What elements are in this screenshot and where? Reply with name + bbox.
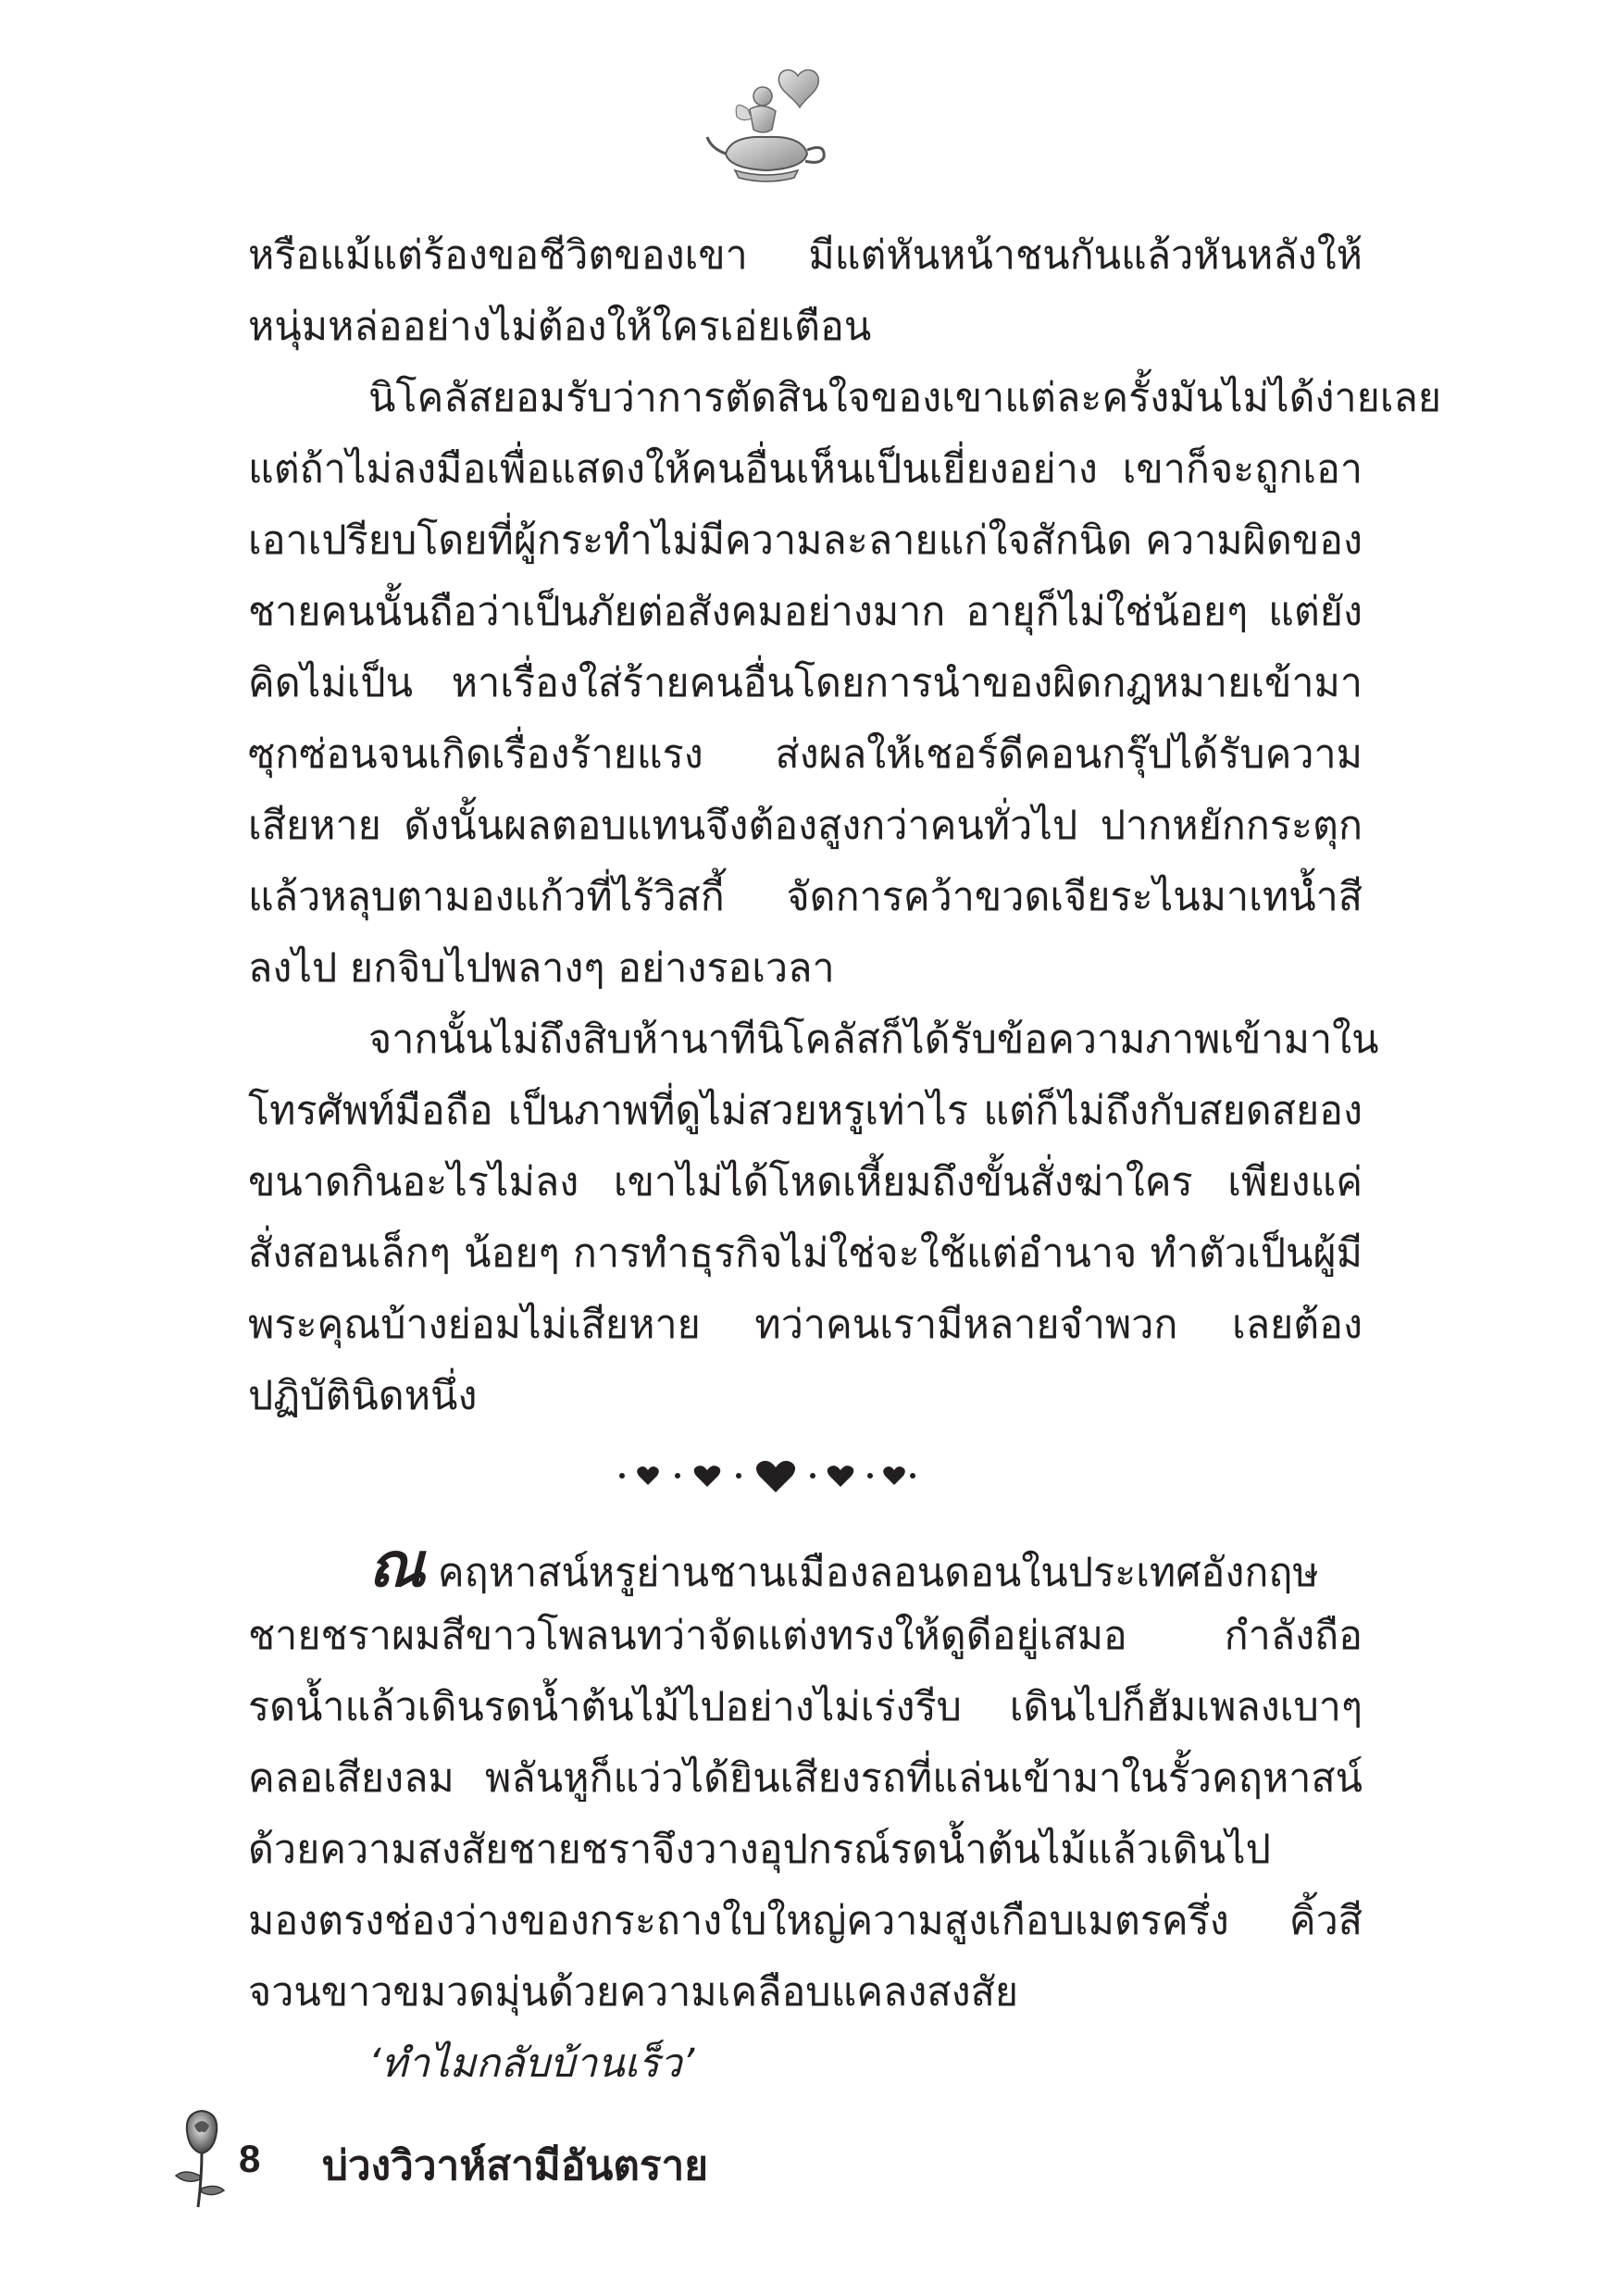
text-line: ลงไป ยกจิบไปพลางๆ อย่างรอเวลา — [248, 945, 835, 992]
text-line: สั่งสอนเล็กๆ น้อยๆ การทำธุรกิจไม่ใช่จะใช้แต่อำนาจ ทำตัวเป็นผู้มี — [248, 1230, 1363, 1277]
text-line: หรือแม้แต่ร้องขอชีวิตของเขา มีแต่หันหน้าชนกันแล้วหันหลังให้ — [248, 232, 1363, 279]
text-line: มองตรงช่องว่างของกระถางใบใหญ่ความสูงเกือบเมตรครึ่ง คิ้วสี — [248, 1898, 1363, 1944]
book-title: บ่วงวิวาห์สามีอันตราย — [322, 2142, 709, 2190]
text-line: รดน้ำแล้วเดินรดน้ำต้นไม้ไปอย่างไม่เร่งรีบ เดินไปก็ฮัมเพลงเบาๆ — [248, 1684, 1363, 1730]
rose-icon — [165, 2103, 239, 2215]
text-line: นิโคลัสยอมรับว่าการตัดสินใจของเขาแต่ละครั้งมันไม่ได้ง่ายเลย — [368, 375, 1442, 421]
text-line: เสียหาย ดังนั้นผลตอบแทนจึงต้องสูงกว่าคนทั่วไป ปากหยักกระตุก — [248, 803, 1363, 849]
text-line: คลอเสียงลม พลันหูก็แว่วได้ยินเสียงรถที่แล่นเข้ามาในรั้วคฤหาสน์ — [248, 1755, 1363, 1802]
cupid-teapot-ornament-icon — [698, 57, 837, 196]
text-line: จวนขาวขมวดมุ่นด้วยความเคลือบแคลงสงสัย — [248, 1969, 1019, 2015]
body-text — [248, 220, 1442, 1432]
text-line — [248, 1529, 1363, 1601]
page-number: 8 — [239, 2137, 261, 2180]
text-line: ด้วยความสงสัยชายชราจึงวางอุปกรณ์รดน้ำต้นไม้แล้วเดินไป — [248, 1827, 1271, 1873]
section-two-text — [248, 1529, 1363, 2100]
text-line: คิดไม่เป็น หาเรื่องใส่ร้ายคนอื่นโดยการนำของผิดกฎหมายเข้ามา — [248, 660, 1363, 706]
text-line: โทรศัพท์มือถือ เป็นภาพที่ดูไม่สวยหรูเท่าไร แต่ก็ไม่ถึงกับสยดสยอง — [248, 1088, 1363, 1134]
text-line: พระคุณบ้างย่อมไม่เสียหาย ทว่าคนเรามีหลายจำพวก เลยต้อง — [248, 1302, 1363, 1348]
drop-cap: ณ — [368, 1529, 426, 1601]
text-line: เอาเปรียบโดยที่ผู้กระทำไม่มีความละลายแก่ใจสักนิด ความผิดของ — [248, 518, 1363, 564]
text-line: ชายชราผมสีขาวโพลนทว่าจัดแต่งทรงให้ดูดีอยู่เสมอ กำลังถือ — [248, 1613, 1363, 1659]
text-line: ซุกซ่อนจนเกิดเรื่องร้ายแรง ส่งผลให้เชอร์ดีคอนกรุ๊ปได้รับความ — [248, 731, 1363, 778]
text-line: แล้วหลุบตามองแก้วที่ไร้วิสกี้ จัดการคว้าขวดเจียระไนมาเทน้ำสี — [248, 874, 1363, 920]
text-line: จากนั้นไม่ถึงสิบห้านาทีนิโคลัสก็ได้รับข้อความภาพเข้ามาใน — [368, 1017, 1379, 1063]
quote-line: ‘ทำไมกลับบ้านเร็ว’ — [368, 2040, 695, 2087]
text-line: ปฏิบัตินิดหนึ่ง — [248, 1373, 478, 1419]
text-line: ขนาดกินอะไรไม่ลง เขาไม่ได้โหดเหี้ยมถึงขั้นสั่งฆ่าใคร เพียงแค่ — [248, 1159, 1363, 1205]
page-footer — [165, 2103, 905, 2215]
hearts-divider-icon — [611, 1444, 916, 1500]
text-line: หนุ่มหล่ออย่างไม่ต้องให้ใครเอ่ยเตือน — [248, 304, 872, 350]
text-line: แต่ถ้าไม่ลงมือเพื่อแสดงให้คนอื่นเห็นเป็นเยี่ยงอย่าง เขาก็จะถูกเอา — [248, 446, 1363, 493]
text-line: ชายคนนั้นถือว่าเป็นภัยต่อสังคมอย่างมาก อายุก็ไม่ใช่น้อยๆ แต่ยัง — [248, 589, 1363, 635]
first-line-text: คฤหาสน์หรูย่านชานเมืองลอนดอนในประเทศอังกฤษ — [425, 1550, 1319, 1596]
